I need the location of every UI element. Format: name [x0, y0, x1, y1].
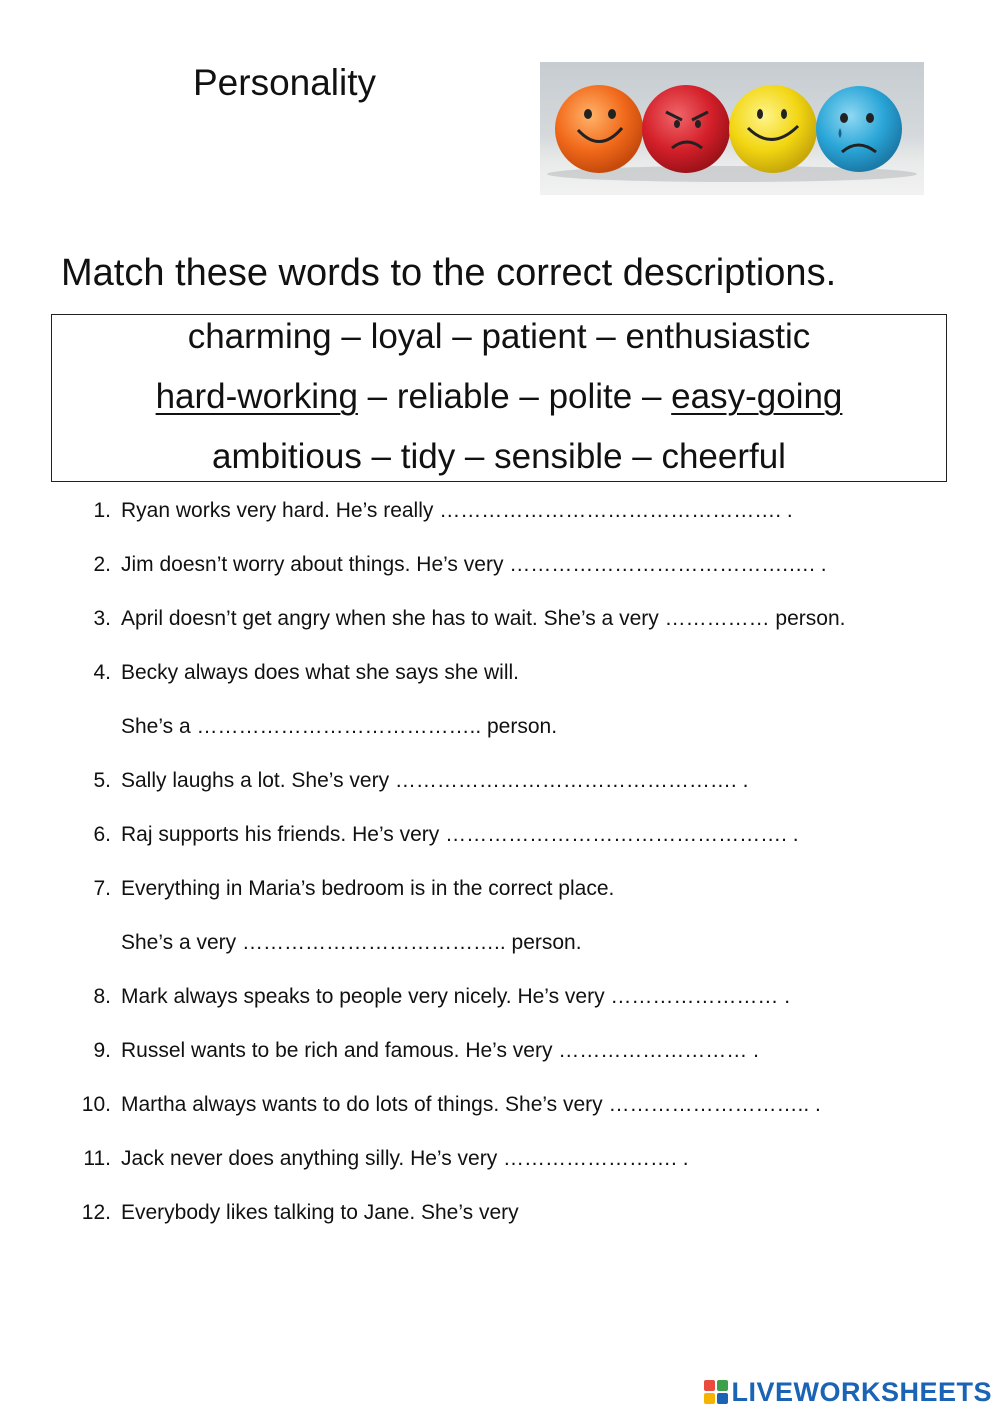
- question-text: Jack never does anything silly. He’s very ……………………. .: [121, 1147, 689, 1170]
- word-bank-line-2: [52, 377, 946, 417]
- question-number: 12.: [81, 1201, 111, 1224]
- question-text: She’s a ………………………………….. person.: [121, 715, 558, 738]
- question-text: Mark always speaks to people very nicely. He’s very …………………… .: [121, 985, 791, 1008]
- question-number: 8.: [93, 985, 111, 1008]
- word-easy-going: easy-going: [671, 377, 843, 416]
- question-text: Russel wants to be rich and famous. He’s very ……………………… .: [121, 1039, 759, 1062]
- smiley-balls-photo: [540, 62, 924, 195]
- word-bank-line-3: ambitious – tidy – sensible – cheerful: [212, 437, 786, 476]
- question-number: 1.: [93, 499, 111, 522]
- liveworksheets-logo-icon: [704, 1380, 728, 1404]
- question-number: 10.: [81, 1093, 111, 1116]
- question-text: Everything in Maria’s bedroom is in the correct place.: [121, 877, 615, 900]
- question-text: Raj supports his friends. He’s very …………………………………………. .: [121, 823, 799, 846]
- word-bank-line-1: charming – loyal – patient – enthusiastic: [187, 317, 811, 356]
- page-title: Personality: [193, 62, 377, 103]
- liveworksheets-footer[interactable]: [704, 1376, 992, 1408]
- instruction-heading: Match these words to the correct descriptions.: [61, 252, 837, 294]
- question-number: 3.: [93, 607, 111, 630]
- question-number: 7.: [93, 877, 111, 900]
- word-bank-box: [51, 314, 947, 482]
- question-text: April doesn’t get angry when she has to wait. She’s a very …………… person.: [121, 607, 846, 630]
- word-bank-line-2-middle: – reliable – polite –: [357, 377, 672, 416]
- question-text: Jim doesn’t worry about things. He’s very ………………………………….…. .: [121, 553, 827, 576]
- question-text: Everybody likes talking to Jane. She’s very: [121, 1201, 519, 1224]
- word-hard-working: hard-working: [155, 377, 358, 416]
- question-number: 4.: [93, 661, 111, 684]
- question-text: Ryan works very hard. He’s really …………………………………………. .: [121, 499, 793, 522]
- question-number: 11.: [83, 1147, 111, 1170]
- question-text: She’s a very ……………………………….. person.: [121, 931, 582, 954]
- question-text: Martha always wants to do lots of things. She’s very ……………………….. .: [121, 1093, 821, 1116]
- question-number: 9.: [93, 1039, 111, 1062]
- question-number: 5.: [93, 769, 111, 792]
- question-text: Sally laughs a lot. She’s very …………………………………………. .: [121, 769, 749, 792]
- question-number: 6.: [93, 823, 111, 846]
- question-text: Becky always does what she says she will.: [121, 661, 520, 684]
- liveworksheets-brand: LIVEWORKSHEETS: [731, 1376, 992, 1407]
- question-number: 2.: [93, 553, 111, 576]
